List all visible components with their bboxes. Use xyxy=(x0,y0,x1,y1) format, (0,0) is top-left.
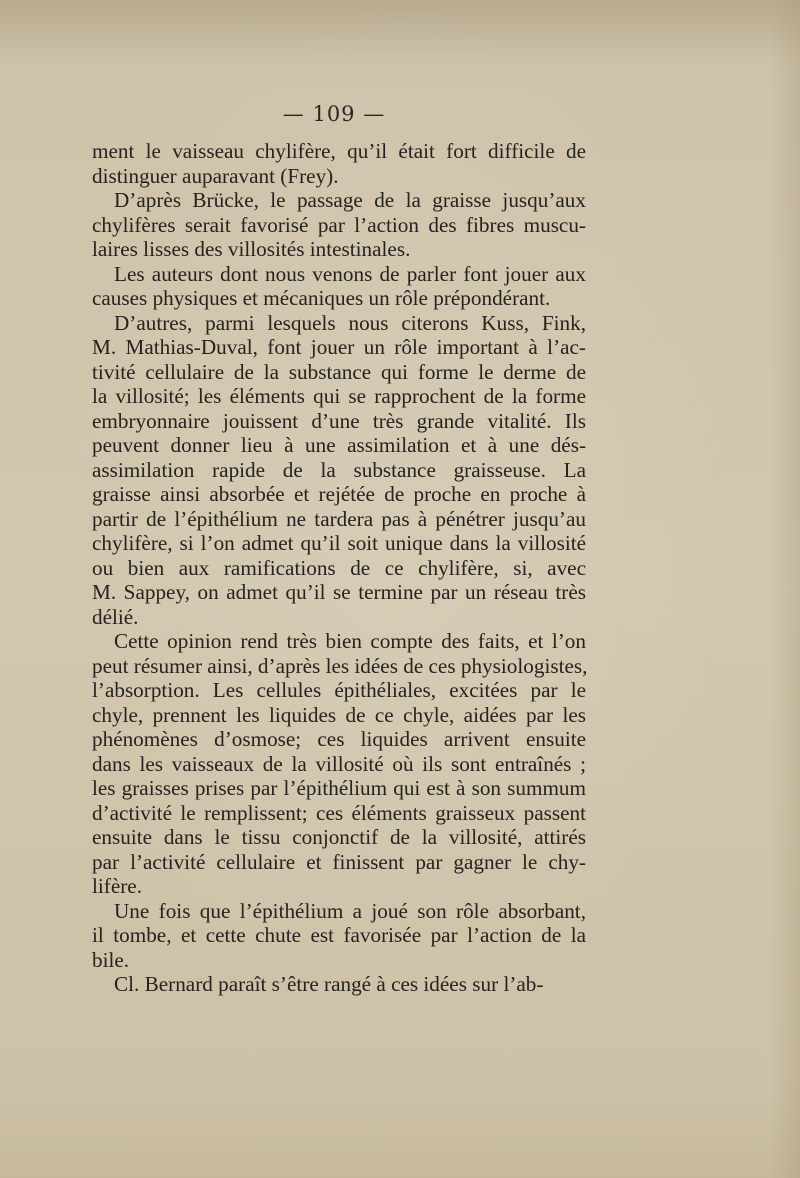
text-line: embryonnaire jouissent d’une très grande vitalité. Ils xyxy=(92,408,586,433)
text-line: dans les vaisseaux de la villosité où ils sont entraînés ; xyxy=(92,751,586,776)
text-line: ment le vaisseau chylifère, qu’il était fort difficile de xyxy=(92,139,586,163)
text-line: peut résumer ainsi, d’après les idées de ces physiologistes, xyxy=(92,653,588,678)
text-line: assimilation rapide de la substance graisseuse. La xyxy=(92,457,586,482)
text-line: tivité cellulaire de la substance qui forme le derme de xyxy=(92,359,586,384)
text-line: l’absorption. Les cellules épithéliales, excitées par le xyxy=(92,678,586,702)
text-line: d’activité le remplissent; ces éléments graisseux passent xyxy=(92,800,586,825)
text-line: délié. xyxy=(92,604,139,629)
text-line: M. Sappey, on admet qu’il se termine par un réseau très xyxy=(92,580,586,604)
text-line: graisse ainsi absorbée et rejétée de proche en proche à xyxy=(92,482,586,506)
text-line: bile. xyxy=(92,947,130,972)
text-line: les graisses prises par l’épithélium qui est à son summum xyxy=(92,776,586,800)
text-line: peuvent donner lieu à une assimilation et à une dés- xyxy=(92,433,586,457)
paragraph-p6 xyxy=(92,899,586,973)
text-line: chylifères serait favorisé par l’action des fibres muscu- xyxy=(92,212,586,237)
paragraph-p4 xyxy=(92,311,586,630)
text-line: phénomènes d’osmose; ces liquides arrivent ensuite xyxy=(92,727,586,751)
body-text xyxy=(92,139,586,997)
text-line: ensuite dans le tissu conjonctif de la villosité, attirés xyxy=(92,825,586,849)
text-line: chylifère, si l’on admet qu’il soit unique dans la villosité xyxy=(92,531,586,555)
paragraph-p3 xyxy=(92,262,586,311)
text-line: lifère. xyxy=(92,874,142,898)
text-line: ou bien aux ramifications de ce chylifère, si, avec xyxy=(92,555,586,580)
page-number: — 109 — xyxy=(282,102,386,126)
text-line: Cette opinion rend très bien compte des faits, et l’on xyxy=(114,629,586,653)
text-line: laires lisses des villosités intestinales. xyxy=(92,237,411,261)
text-line: causes physiques et mécaniques un rôle prépondérant. xyxy=(92,286,551,310)
text-line: chyle, prennent les liquides de ce chyle, aidées par les xyxy=(92,702,586,727)
text-line: D’après Brücke, le passage de la graisse jusqu’aux xyxy=(114,188,586,212)
text-line: distinguer auparavant (Frey). xyxy=(92,163,339,188)
text-line: M. Mathias-Duval, font jouer un rôle important à l’ac- xyxy=(92,335,586,359)
text-line: Une fois que l’épithélium a joué son rôle absorbant, xyxy=(114,898,586,923)
text-line: la villosité; les éléments qui se rapprochent de la forme xyxy=(92,384,586,408)
page-edge-shadow-right xyxy=(770,0,800,1178)
paragraph-p2 xyxy=(92,188,586,262)
text-line: D’autres, parmi lesquels nous citerons Kuss, Fink, xyxy=(114,310,586,335)
text-line: Cl. Bernard paraît s’être rangé à ces idées sur l’ab- xyxy=(114,972,544,996)
text-line: par l’activité cellulaire et finissent par gagner le chy- xyxy=(92,849,586,874)
page-edge-shadow-top xyxy=(0,0,800,60)
text-line: il tombe, et cette chute est favorisée par l’action de la xyxy=(92,923,586,947)
text-line: Les auteurs dont nous venons de parler font jouer aux xyxy=(114,261,586,286)
paragraph-p7 xyxy=(92,972,586,997)
paragraph-p5 xyxy=(92,629,586,899)
text-line: partir de l’épithélium ne tardera pas à pénétrer jusqu’au xyxy=(92,506,586,531)
paragraph-p1 xyxy=(92,139,586,188)
